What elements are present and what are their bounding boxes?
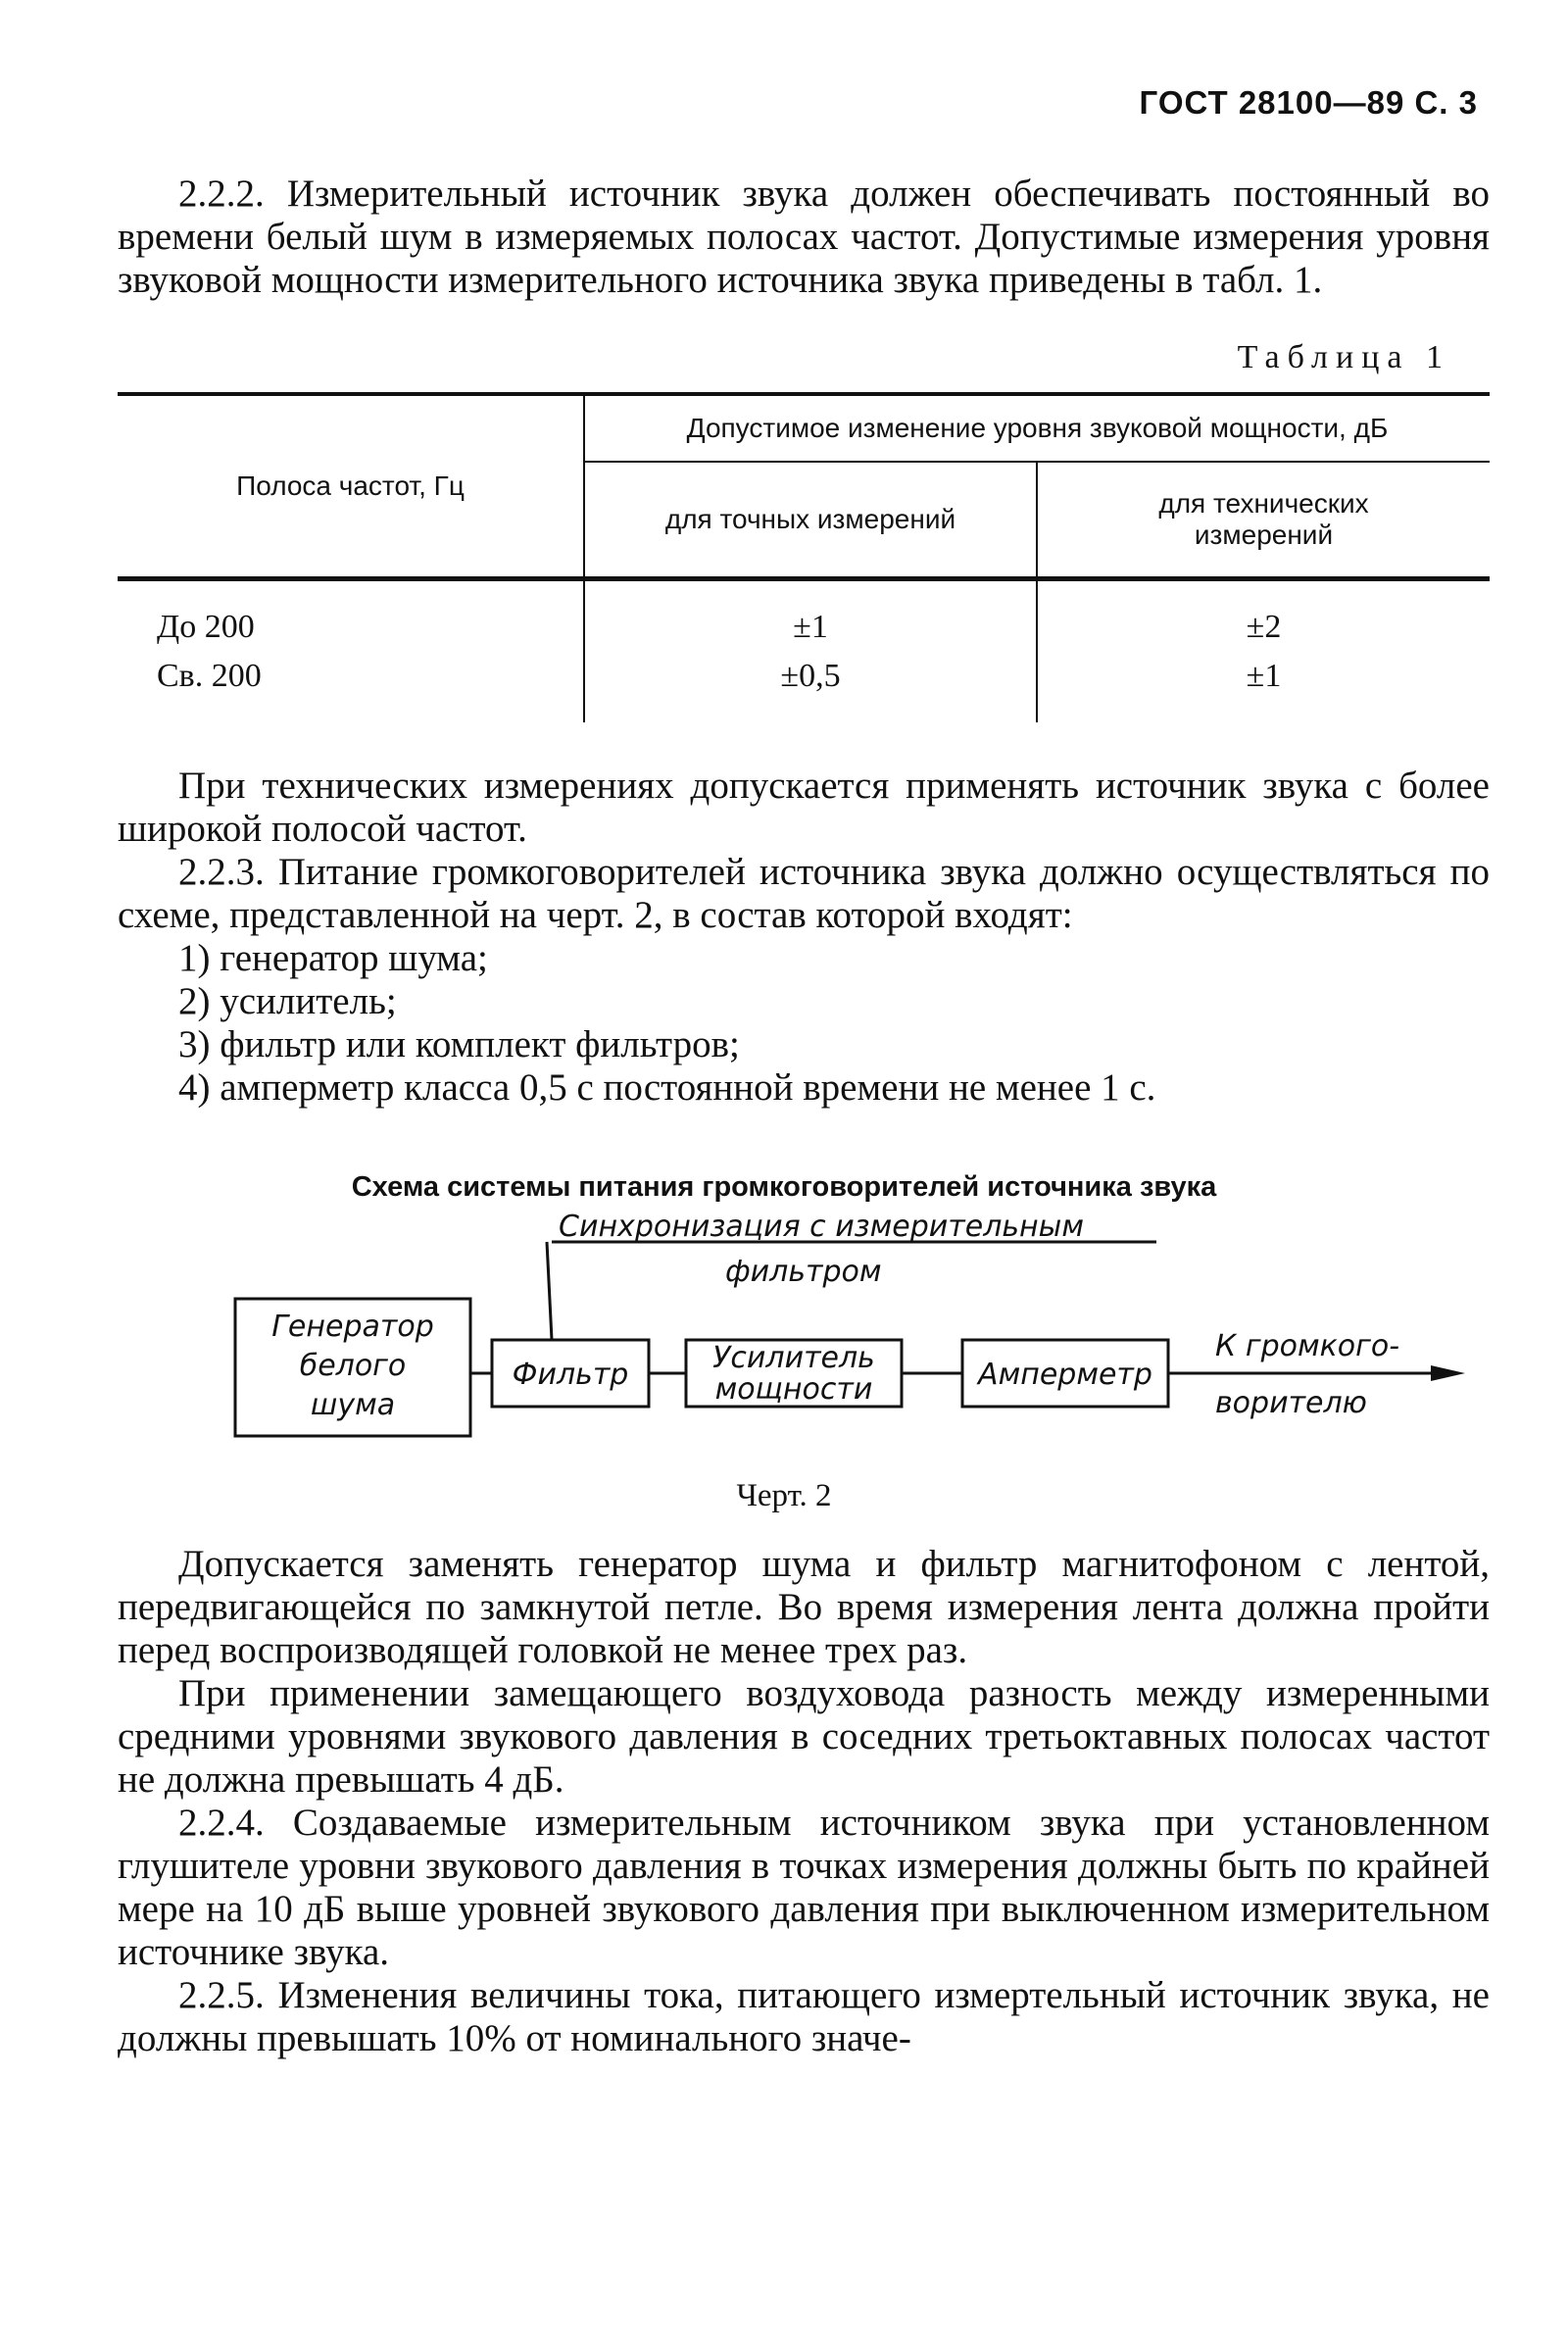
cell-technical: ±2	[1246, 609, 1282, 645]
column-header-technical: для технических измерений	[1158, 488, 1369, 550]
table-row	[118, 652, 1490, 722]
power-supply-diagram	[118, 1210, 1490, 1485]
paragraph-tape: Допускается заменять генератор шума и фильтр магнитофоном с лентой, передвигающейся по замкнутой петле. Во время измерения лента должна пройти перед воспроизводящей головкой не менее трех раз.	[118, 1543, 1490, 1671]
filter-label: Фильтр	[512, 1358, 629, 1392]
paragraph-duct: При применении замещающего воздуховода разность между измеренными средними уровнями звукового давления в соседних третьоктавных полосах частот не должна превышать 4 дБ.	[118, 1672, 1490, 1801]
cell-precise: ±1	[584, 579, 1037, 653]
list-item: 4) амперметр класса 0,5 с постоянной времени не менее 1 с.	[178, 1066, 1156, 1109]
generator-label: Генератор	[271, 1310, 434, 1344]
output-label-line2: ворителю	[1215, 1386, 1367, 1420]
arrow-head	[1431, 1365, 1465, 1381]
tolerance-table	[118, 392, 1490, 722]
list-item: 3) фильтр или комплект фильтров;	[178, 1023, 740, 1065]
paragraph-technical-note: При технических измерениях допускается применять источник звука с более широкой полосой частот.	[118, 765, 1490, 850]
section-after-figure	[118, 1543, 1490, 2060]
page-header: ГОСТ 28100—89 С. 3	[1139, 84, 1478, 121]
figure-caption: Черт. 2	[736, 1478, 832, 1513]
section-2-2-2	[118, 173, 1490, 302]
sync-connector	[547, 1242, 552, 1340]
cell-band: Св. 200	[118, 652, 584, 722]
column-header-group: Допустимое изменение уровня звуковой мощности, дБ	[584, 394, 1490, 462]
paragraph-2-2-5: 2.2.5. Изменения величины тока, питающего измертельный источник звука, не должны превышать 10% от номинального значе-	[118, 1974, 1490, 2059]
list-item: 1) генератор шума;	[178, 937, 488, 979]
generator-label: шума	[310, 1388, 396, 1422]
sync-label-line2: фильтром	[725, 1255, 882, 1289]
cell-band: До 200	[118, 579, 584, 653]
section-2-2-3	[118, 765, 1490, 1110]
amplifier-label: мощности	[714, 1372, 873, 1407]
list-item: 2) усилитель;	[178, 980, 397, 1022]
cell-technical: ±1	[1246, 658, 1282, 694]
column-header-frequency: Полоса частот, Гц	[118, 394, 584, 579]
ammeter-label: Амперметр	[978, 1358, 1152, 1392]
output-label-line1: К громкого-	[1215, 1329, 1400, 1363]
generator-label: белого	[299, 1349, 407, 1383]
paragraph-2-2-3: 2.2.3. Питание громкоговорителей источника звука должно осуществляться по схеме, представленной на черт. 2, в состав которой входят:	[118, 851, 1490, 936]
paragraph-2-2-4: 2.2.4. Создаваемые измерительным источником звука при установленном глушителе уровни звукового давления в точках измерения должны быть по крайней мере на 10 дБ выше уровней звукового давления при выключенном измерительном источнике звука.	[118, 1802, 1490, 1973]
column-header-precise: для точных измерений	[584, 462, 1037, 579]
cell-precise: ±0,5	[584, 652, 1037, 722]
sync-label-line1: Синхронизация с измерительным	[559, 1210, 1084, 1244]
table-row	[118, 579, 1490, 653]
paragraph-2-2-2: 2.2.2. Измерительный источник звука должен обеспечивать постоянный во времени белый шум в измеряемых полосах частот. Допустимые измерения уровня звуковой мощности измерительного источника звука приведены в табл. 1.	[118, 173, 1490, 301]
table-caption: Таблица 1	[1237, 339, 1450, 375]
figure-title: Схема системы питания громкоговорителей источника звука	[351, 1171, 1217, 1203]
amplifier-label: Усилитель	[712, 1341, 875, 1375]
